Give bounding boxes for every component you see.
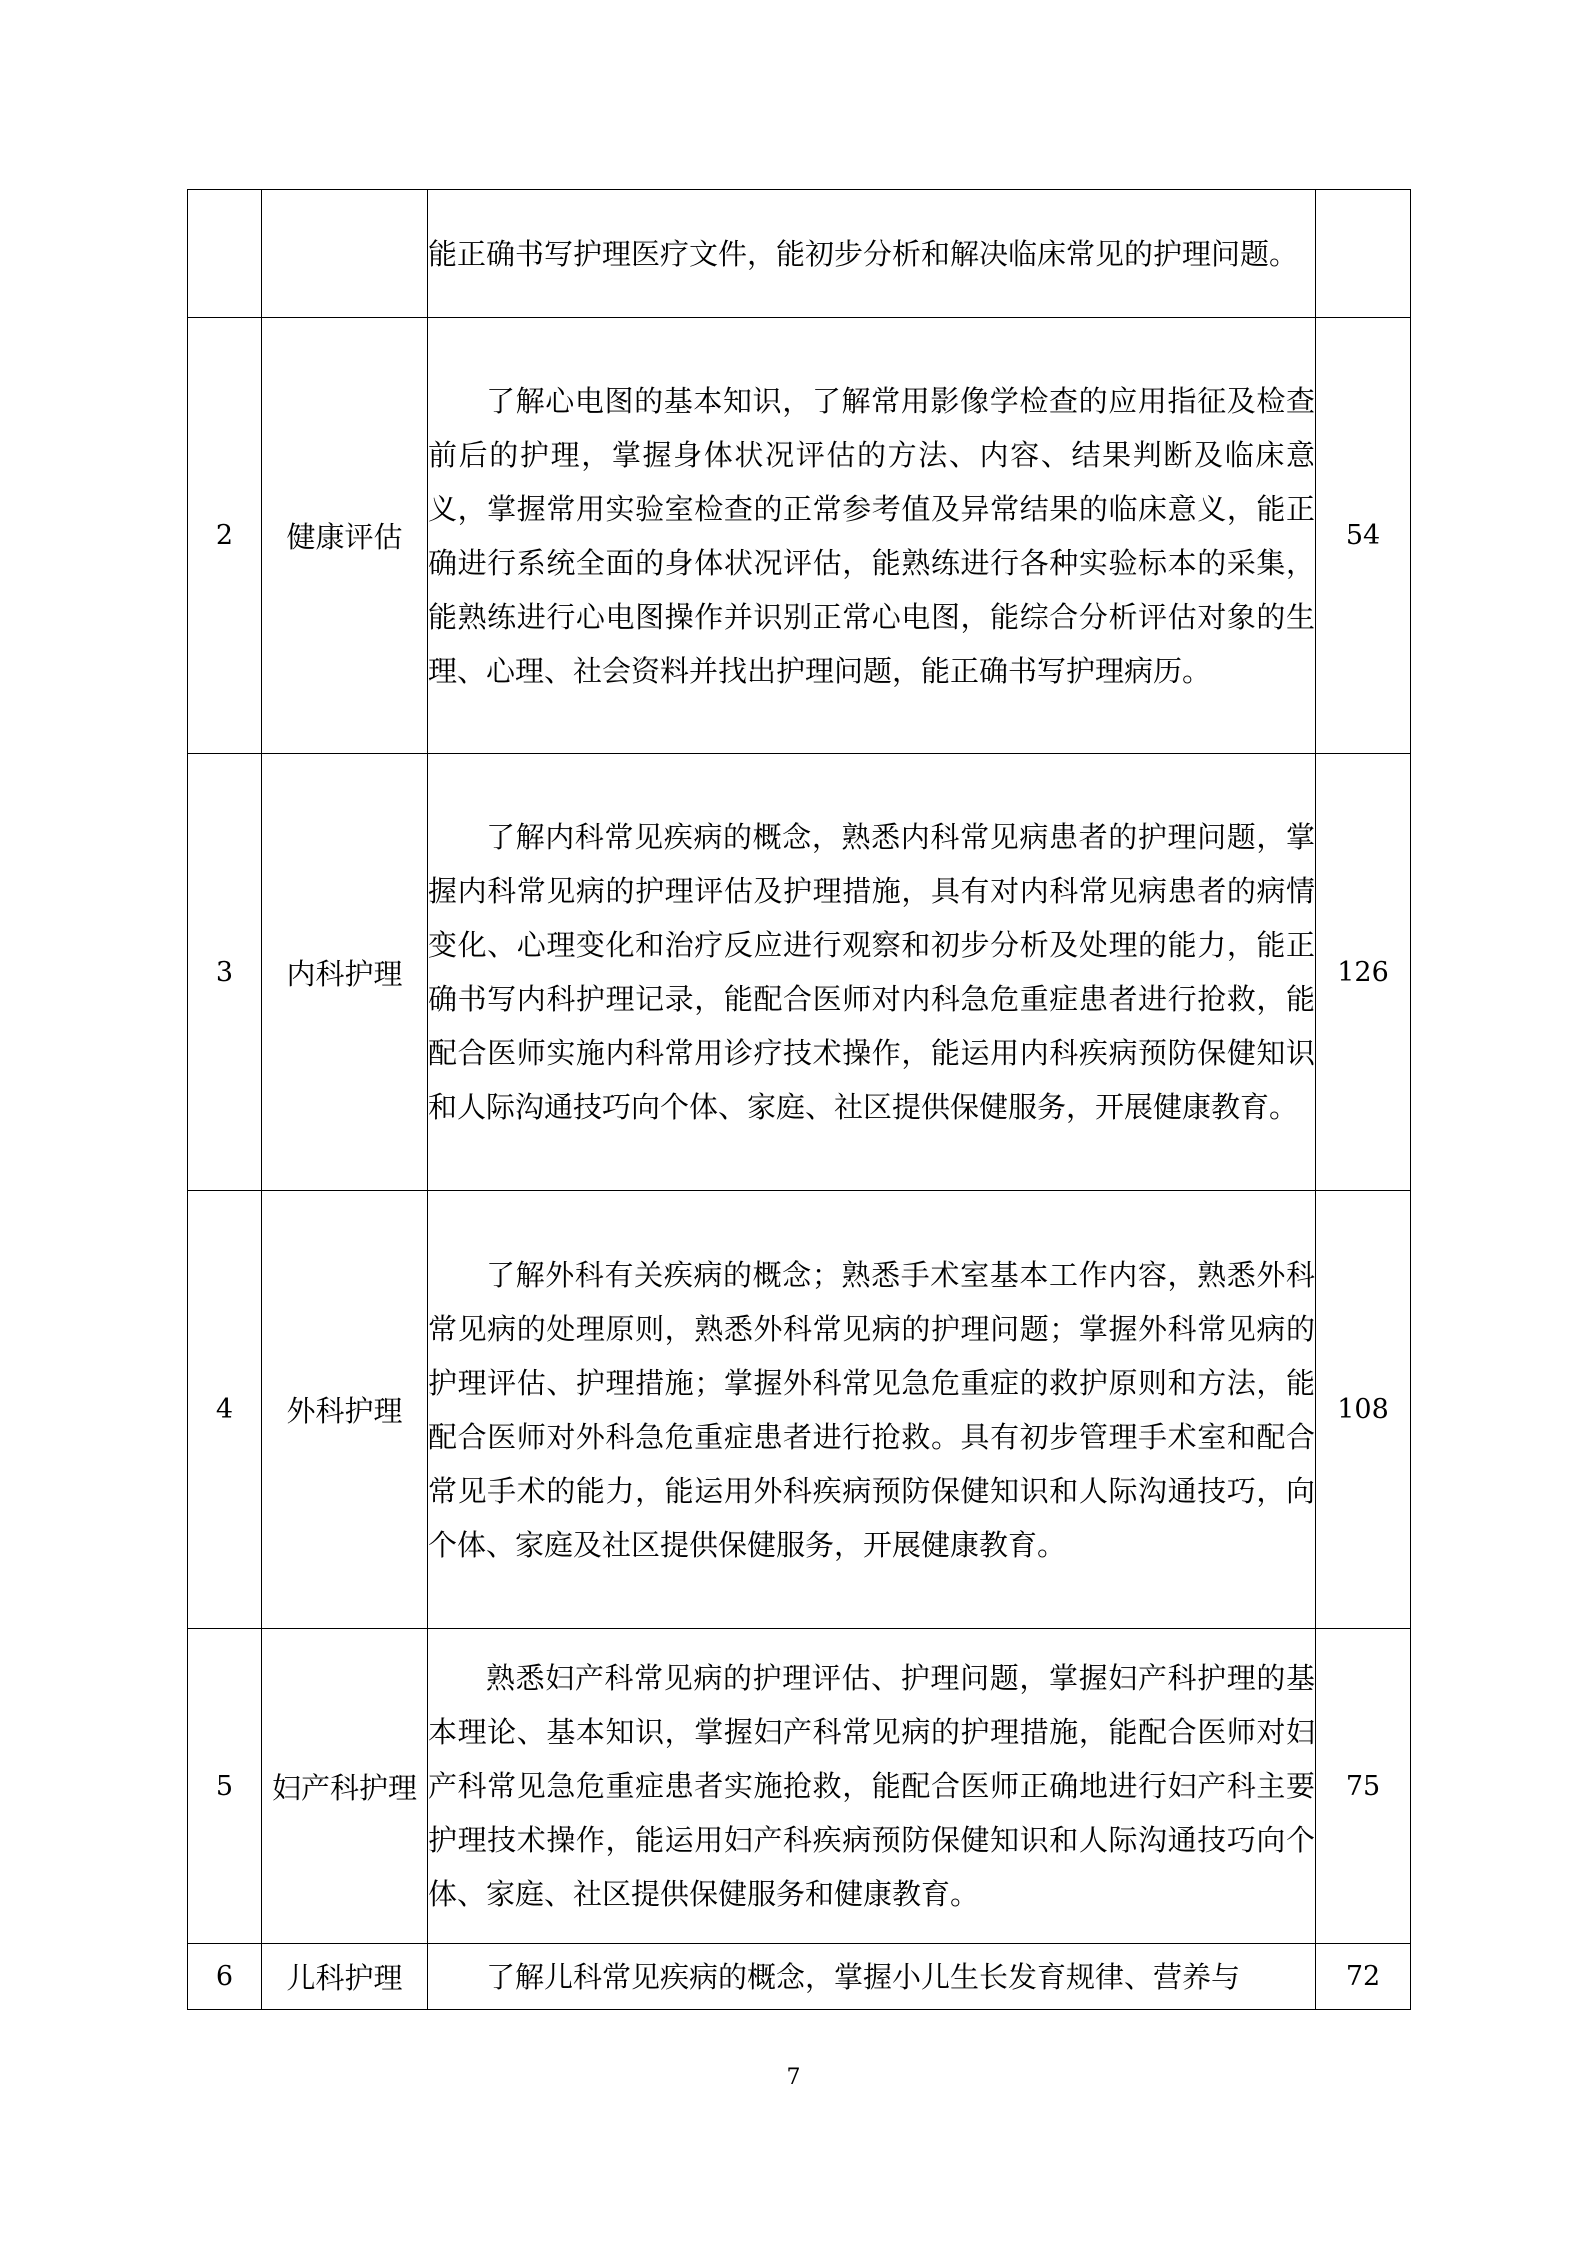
course-hours: 108 [1316,1191,1411,1629]
row-number [188,190,262,318]
course-description [428,190,1316,318]
table-row [188,318,1411,754]
course-description-text: 熟悉妇产科常见病的护理评估、护理问题，掌握妇产科护理的基本理论、基本知识，掌握妇产科常见病的护理措施，能配合医师对妇产科常见急危重症患者实施抢救，能配合医师正确地进行妇产科主要护理技术操作，能运用妇产科疾病预防保健知识和人际沟通技巧向个体、家庭、社区提供保健服务和健康教育。 [428,1661,1315,1911]
course-description-text: 了解心电图的基本知识，了解常用影像学检查的应用指征及检查前后的护理，掌握身体状况评估的方法、内容、结果判断及临床意义，掌握常用实验室检查的正常参考值及异常结果的临床意义，能正确进行系统全面的身体状况评估，能熟练进行各种实验标本的采集，能熟练进行心电图操作并识别正常心电图，能综合分析评估对象的生理、心理、社会资料并找出护理问题，能正确书写护理病历。 [428,383,1315,688]
course-table [187,189,1411,2010]
course-description [428,318,1316,754]
table-row [188,190,1411,318]
course-name: 外科护理 [262,1191,428,1629]
page-number: 7 [786,2065,801,2090]
row-number: 2 [188,318,262,754]
course-description-text: 了解儿科常见疾病的概念，掌握小儿生长发育规律、营养与 [486,1959,1241,1994]
course-hours: 72 [1316,1944,1411,2010]
course-hours [1316,190,1411,318]
row-number: 5 [188,1629,262,1944]
course-description [428,754,1316,1191]
course-description-text: 了解外科有关疾病的概念；熟悉手术室基本工作内容，熟悉外科常见病的处理原则，熟悉外科常见病的护理问题；掌握外科常见病的护理评估、护理措施；掌握外科常见急危重症的救护原则和方法，能配合医师对外科急危重症患者进行抢救。具有初步管理手术室和配合常见手术的能力，能运用外科疾病预防保健知识和人际沟通技巧，向个体、家庭及社区提供保健服务，开展健康教育。 [428,1257,1315,1562]
row-number: 6 [188,1944,262,2010]
course-description [428,1944,1316,2010]
course-hours: 54 [1316,318,1411,754]
course-name: 内科护理 [262,754,428,1191]
table-row [188,1191,1411,1629]
course-description [428,1629,1316,1944]
table-row [188,1944,1411,2010]
row-number: 4 [188,1191,262,1629]
table-row [188,754,1411,1191]
course-description [428,1191,1316,1629]
course-name: 妇产科护理 [262,1629,428,1944]
course-name: 儿科护理 [262,1944,428,2010]
row-number: 3 [188,754,262,1191]
course-description-text: 了解内科常见疾病的概念，熟悉内科常见病患者的护理问题，掌握内科常见病的护理评估及护理措施，具有对内科常见病患者的病情变化、心理变化和治疗反应进行观察和初步分析及处理的能力，能正确书写内科护理记录，能配合医师对内科急危重症患者进行抢救，能配合医师实施内科常用诊疗技术操作，能运用内科疾病预防保健知识和人际沟通技巧向个体、家庭、社区提供保健服务，开展健康教育。 [428,820,1315,1124]
course-hours: 75 [1316,1629,1411,1944]
course-hours: 126 [1316,754,1411,1191]
table-row [188,1629,1411,1944]
course-description-text: 能正确书写护理医疗文件，能初步分析和解决临床常见的护理问题。 [428,236,1299,271]
course-name: 健康评估 [262,318,428,754]
course-name [262,190,428,318]
